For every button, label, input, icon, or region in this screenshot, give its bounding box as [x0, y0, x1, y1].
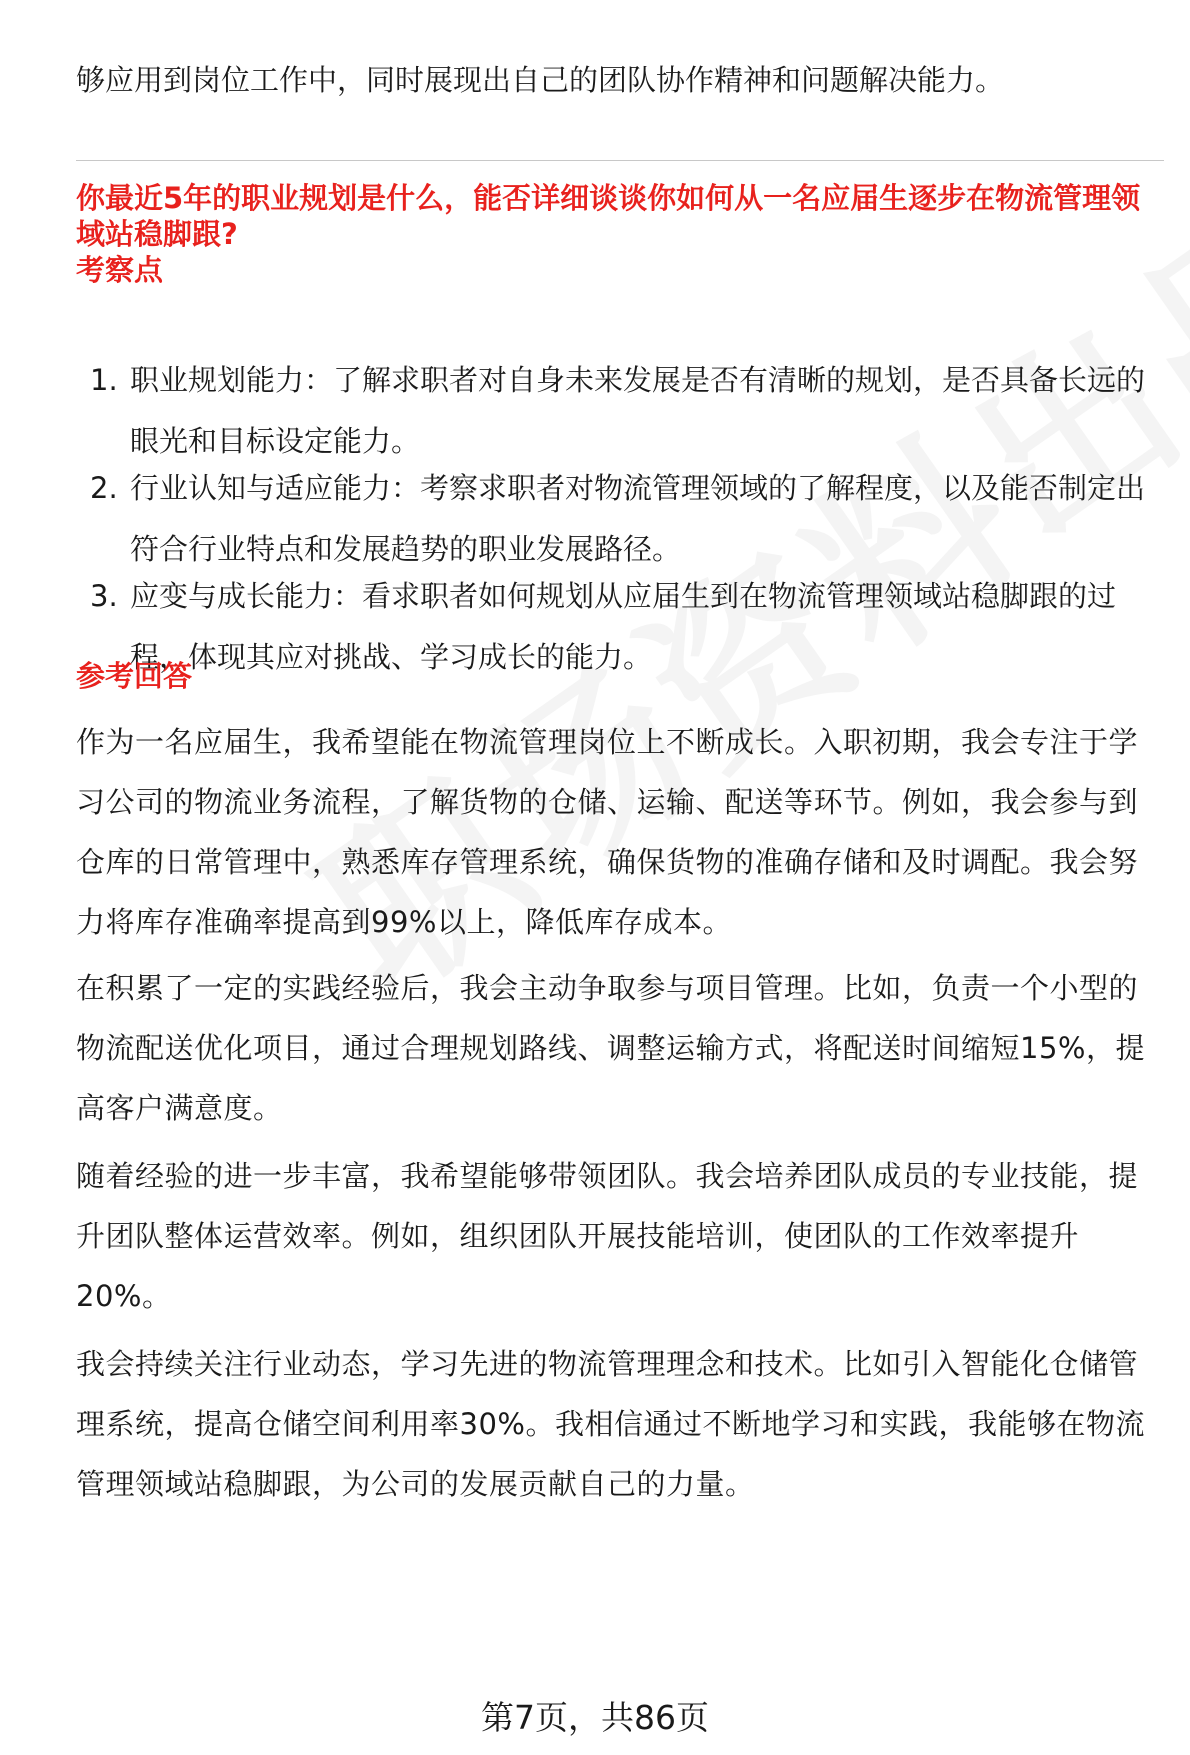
list-item — [76, 458, 1164, 566]
list-item-text: 职业规划能力：了解求职者对自身未来发展是否有清晰的规划，是否具备长远的眼光和目标设定能力。 — [130, 363, 1146, 458]
list-item — [76, 350, 1164, 458]
examination-points-heading: 考察点 — [76, 253, 164, 287]
continuation-text: 够应用到岗位工作中，同时展现出自己的团队协作精神和问题解决能力。 — [76, 63, 1005, 97]
answer-paragraph: 在积累了一定的实践经验后，我会主动争取参与项目管理。比如，负责一个小型的物流配送优化项目，通过合理规划路线、调整运输方式，将配送时间缩短15%，提高客户满意度。 — [76, 971, 1145, 1125]
list-item-number: 3. — [90, 579, 118, 613]
examination-points-list — [76, 350, 1164, 674]
list-item-text: 行业认知与适应能力：考察求职者对物流管理领域的了解程度，以及能否制定出符合行业特点和发展趋势的职业发展路径。 — [130, 471, 1146, 566]
reference-answer-heading: 参考回答 — [76, 659, 193, 693]
answer-paragraph: 随着经验的进一步丰富，我希望能够带领团队。我会培养团队成员的专业技能，提升团队整体运营效率。例如，组织团队开展技能培训，使团队的工作效率提升20%。 — [76, 1159, 1139, 1313]
answer-paragraph: 我会持续关注行业动态，学习先进的物流管理理念和技术。比如引入智能化仓储管理系统，提高仓储空间利用率30%。我相信通过不断地学习和实践，我能够在物流管理领域站稳脚跟，为公司的发展贡献自己的力量。 — [76, 1347, 1145, 1501]
list-item — [76, 566, 1164, 674]
answer-paragraph: 作为一名应届生，我希望能在物流管理岗位上不断成长。入职初期，我会专注于学习公司的物流业务流程，了解货物的仓储、运输、配送等环节。例如，我会参与到仓库的日常管理中，熟悉库存管理系统，确保货物的准确存储和及时调配。我会努力将库存准确率提高到99%以上，降低库存成本。 — [76, 725, 1139, 939]
list-item-text: 应变与成长能力：看求职者如何规划从应届生到在物流管理领域站稳脚跟的过程，体现其应对挑战、学习成长的能力。 — [130, 579, 1117, 674]
section-divider — [76, 160, 1164, 161]
page-number: 第7页，共86页 — [481, 1698, 709, 1737]
list-item-number: 1. — [90, 363, 118, 397]
list-item-number: 2. — [90, 471, 118, 505]
interview-question: 你最近5年的职业规划是什么，能否详细谈谈你如何从一名应届生逐步在物流管理领域站稳脚跟? — [76, 181, 1141, 251]
